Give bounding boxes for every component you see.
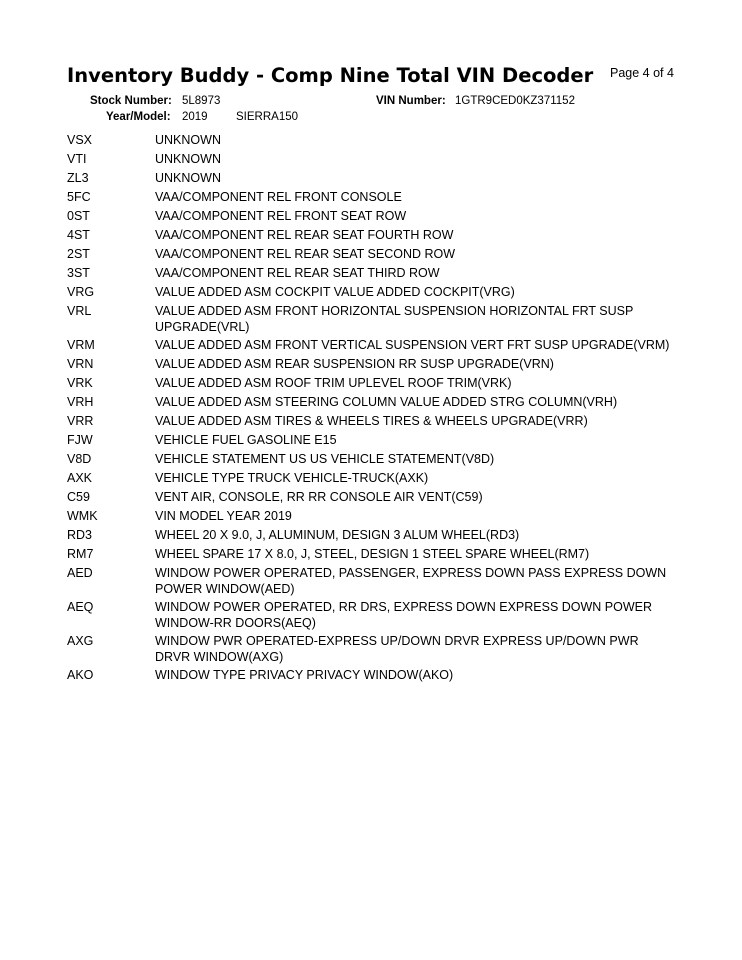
vin-number-label: VIN Number: bbox=[376, 95, 446, 107]
vin-number-field bbox=[376, 95, 575, 107]
option-code: AED bbox=[67, 566, 93, 580]
option-code: VRL bbox=[67, 304, 92, 318]
option-description: VAA/COMPONENT REL FRONT SEAT ROW bbox=[155, 209, 407, 223]
option-description: UNKNOWN bbox=[155, 152, 221, 166]
option-row bbox=[67, 413, 677, 432]
option-code: AXK bbox=[67, 471, 93, 485]
option-description: UNKNOWN bbox=[155, 133, 221, 147]
option-code: ZL3 bbox=[67, 171, 89, 185]
option-description: VAA/COMPONENT REL REAR SEAT THIRD ROW bbox=[155, 266, 440, 280]
option-description: VALUE ADDED ASM STEERING COLUMN VALUE ADDED STRG COLUMN(VRH) bbox=[155, 395, 618, 409]
option-description: VAA/COMPONENT REL FRONT CONSOLE bbox=[155, 190, 402, 204]
option-row bbox=[67, 265, 677, 284]
option-row bbox=[67, 470, 677, 489]
option-description: VALUE ADDED ASM ROOF TRIM UPLEVEL ROOF TRIM(VRK) bbox=[155, 376, 512, 390]
option-code: RD3 bbox=[67, 528, 93, 542]
option-row bbox=[67, 132, 677, 151]
option-row bbox=[67, 432, 677, 451]
option-code: AKO bbox=[67, 668, 94, 682]
year-model-field bbox=[106, 111, 299, 123]
option-description: UNKNOWN bbox=[155, 171, 221, 185]
option-code: 0ST bbox=[67, 209, 90, 223]
option-code-list bbox=[67, 132, 677, 686]
option-row bbox=[67, 599, 677, 633]
option-code: AEQ bbox=[67, 600, 94, 614]
option-description: WINDOW POWER OPERATED, PASSENGER, EXPRESS DOWN PASS EXPRESS DOWN POWER WINDOW(AED) bbox=[155, 566, 667, 596]
option-row bbox=[67, 151, 677, 170]
stock-number-label: Stock Number: bbox=[90, 95, 172, 107]
option-row bbox=[67, 565, 677, 599]
option-row bbox=[67, 284, 677, 303]
option-row bbox=[67, 394, 677, 413]
vin-number-value: 1GTR9CED0KZ371152 bbox=[455, 95, 575, 107]
option-code: VRR bbox=[67, 414, 94, 428]
option-code: 2ST bbox=[67, 247, 90, 261]
option-code: VRM bbox=[67, 338, 95, 352]
option-description: VEHICLE FUEL GASOLINE E15 bbox=[155, 433, 337, 447]
option-code: AXG bbox=[67, 634, 94, 648]
page-title: Inventory Buddy - Comp Nine Total VIN Decoder bbox=[67, 64, 594, 87]
option-row bbox=[67, 527, 677, 546]
option-row bbox=[67, 246, 677, 265]
option-description: VEHICLE STATEMENT US US VEHICLE STATEMENT(V8D) bbox=[155, 452, 495, 466]
option-description: WINDOW PWR OPERATED-EXPRESS UP/DOWN DRVR EXPRESS UP/DOWN PWR DRVR WINDOW(AXG) bbox=[155, 634, 639, 664]
option-description: WHEEL 20 X 9.0, J, ALUMINUM, DESIGN 3 ALUM WHEEL(RD3) bbox=[155, 528, 520, 542]
page-number: Page 4 of 4 bbox=[610, 66, 674, 80]
year-model-label: Year/Model: bbox=[106, 111, 171, 123]
option-description: VALUE ADDED ASM COCKPIT VALUE ADDED COCKPIT(VRG) bbox=[155, 285, 515, 299]
option-code: 3ST bbox=[67, 266, 90, 280]
option-row bbox=[67, 337, 677, 356]
option-description: WINDOW TYPE PRIVACY PRIVACY WINDOW(AKO) bbox=[155, 668, 454, 682]
option-row bbox=[67, 208, 677, 227]
option-row bbox=[67, 303, 677, 337]
option-code: VSX bbox=[67, 133, 93, 147]
year-value: 2019 bbox=[182, 111, 208, 123]
option-code: VTI bbox=[67, 152, 87, 166]
option-code: VRH bbox=[67, 395, 94, 409]
option-description: VALUE ADDED ASM FRONT HORIZONTAL SUSPENSION HORIZONTAL FRT SUSP UPGRADE(VRL) bbox=[155, 304, 634, 334]
stock-number-field bbox=[90, 95, 221, 107]
option-code: FJW bbox=[67, 433, 93, 447]
option-description: VAA/COMPONENT REL REAR SEAT SECOND ROW bbox=[155, 247, 456, 261]
model-value: SIERRA150 bbox=[236, 111, 299, 123]
option-description: VALUE ADDED ASM REAR SUSPENSION RR SUSP UPGRADE(VRN) bbox=[155, 357, 554, 371]
option-code: 5FC bbox=[67, 190, 91, 204]
option-row bbox=[67, 451, 677, 470]
option-code: C59 bbox=[67, 490, 90, 504]
option-description: WHEEL SPARE 17 X 8.0, J, STEEL, DESIGN 1 STEEL SPARE WHEEL(RM7) bbox=[155, 547, 590, 561]
option-row bbox=[67, 170, 677, 189]
option-description: VALUE ADDED ASM FRONT VERTICAL SUSPENSION VERT FRT SUSP UPGRADE(VRM) bbox=[155, 338, 670, 352]
option-description: WINDOW POWER OPERATED, RR DRS, EXPRESS DOWN EXPRESS DOWN POWER WINDOW-RR DOORS(AEQ) bbox=[155, 600, 653, 630]
option-code: V8D bbox=[67, 452, 92, 466]
option-code: RM7 bbox=[67, 547, 94, 561]
stock-number-value: 5L8973 bbox=[182, 95, 221, 107]
option-row bbox=[67, 667, 677, 686]
option-row bbox=[67, 189, 677, 208]
option-row bbox=[67, 356, 677, 375]
option-code: VRN bbox=[67, 357, 94, 371]
option-description: VENT AIR, CONSOLE, RR RR CONSOLE AIR VENT(C59) bbox=[155, 490, 483, 504]
option-row bbox=[67, 227, 677, 246]
option-row bbox=[67, 489, 677, 508]
option-row bbox=[67, 508, 677, 527]
option-code: WMK bbox=[67, 509, 98, 523]
option-row bbox=[67, 633, 677, 667]
option-row bbox=[67, 375, 677, 394]
option-code: VRK bbox=[67, 376, 93, 390]
option-description: VEHICLE TYPE TRUCK VEHICLE-TRUCK(AXK) bbox=[155, 471, 429, 485]
option-row bbox=[67, 546, 677, 565]
option-description: VALUE ADDED ASM TIRES & WHEELS TIRES & WHEELS UPGRADE(VRR) bbox=[155, 414, 588, 428]
option-description: VIN MODEL YEAR 2019 bbox=[155, 509, 292, 523]
option-code: 4ST bbox=[67, 228, 90, 242]
option-description: VAA/COMPONENT REL REAR SEAT FOURTH ROW bbox=[155, 228, 454, 242]
option-code: VRG bbox=[67, 285, 95, 299]
